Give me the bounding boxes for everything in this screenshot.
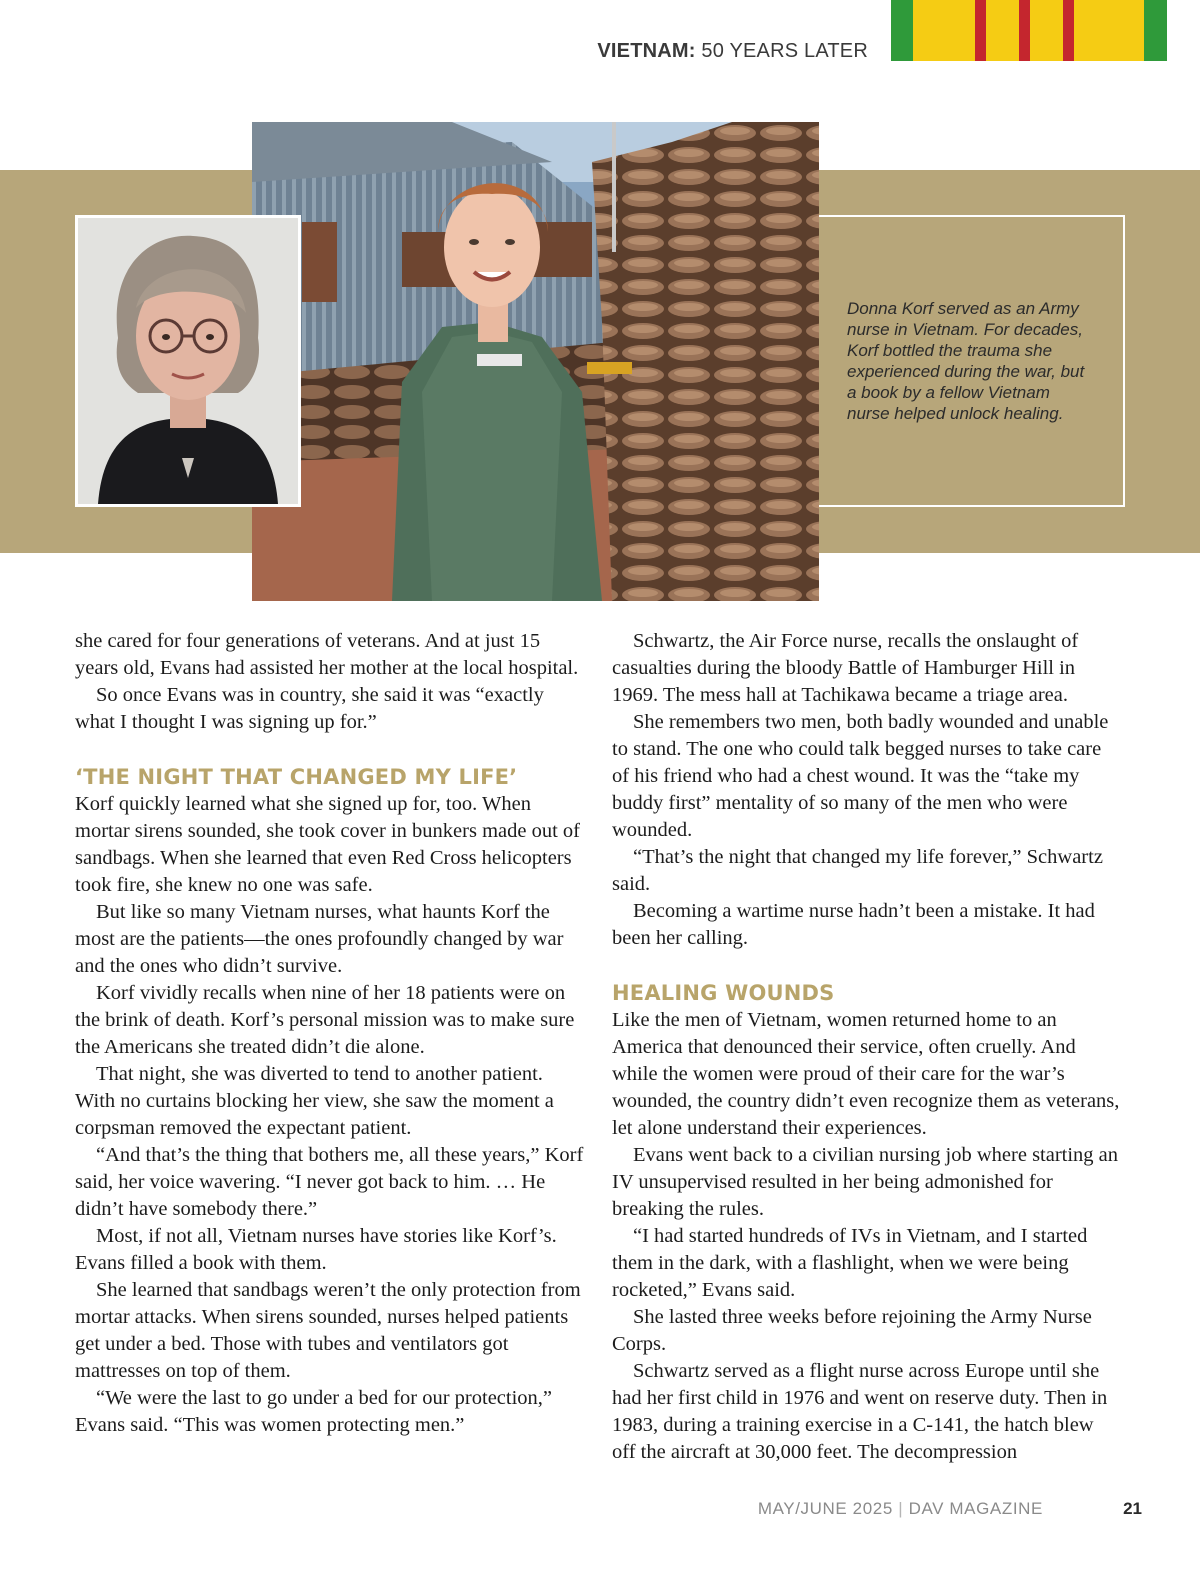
footer-magazine: DAV MAGAZINE: [908, 1499, 1043, 1518]
body-paragraph: Evans went back to a civilian nursing job where starting an IV unsupervised resulted in her being admonished for breaking the rules.: [612, 1144, 1119, 1220]
left-column: [75, 628, 585, 1439]
body-paragraph: She learned that sandbags weren’t the only protection from mortar attacks. When sirens sounded, nurses helped patients get under a bed. Those with tubes and ventilators got mattresses on top of them.: [75, 1279, 581, 1382]
footer-separator: |: [898, 1499, 904, 1518]
body-paragraph: “And that’s the thing that bothers me, all these years,” Korf said, her voice wavering. “I never got back to him. … He didn’t have somebody there.”: [75, 1144, 584, 1220]
body-paragraph: That night, she was diverted to tend to another patient. With no curtains blocking her view, she saw the moment a corpsman removed the expectant patient.: [75, 1063, 554, 1139]
body-paragraph: So once Evans was in country, she said it was “exactly what I thought I was signing up for.”: [75, 684, 544, 733]
section-header-rest: 50 YEARS LATER: [695, 40, 868, 62]
body-paragraph: Schwartz served as a flight nurse across Europe until she had her first child in 1976 and went on reserve duty. Then in 1983, during a training exercise in a C-141, the hatch blew off the aircraft at 30,000 feet. The decompression: [612, 1360, 1108, 1463]
body-paragraph: She lasted three weeks before rejoining the Army Nurse Corps.: [612, 1306, 1092, 1355]
photo-caption: Donna Korf served as an Army nurse in Vietnam. For decades, Korf bottled the trauma she experienced during the war, but a book by a fellow Vietnam nurse helped unlock healing.: [847, 299, 1085, 423]
section-heading: ‘THE NIGHT THAT CHANGED MY LIFE’: [75, 765, 518, 789]
section-header: [597, 40, 868, 63]
body-paragraph: Becoming a wartime nurse hadn’t been a mistake. It had been her calling.: [612, 900, 1095, 949]
footer-issue: MAY/JUNE 2025: [757, 1499, 893, 1518]
page-number: 21: [1123, 1499, 1142, 1518]
body-paragraph: “I had started hundreds of IVs in Vietnam, and I started them in the dark, with a flashlight, when we were being rocketed,” Evans said.: [612, 1225, 1088, 1301]
body-paragraph: She remembers two men, both badly wounded and unable to stand. The one who could talk begged nurses to take care of his friend who had a chest wound. It was the “take my buddy first” mentality of so many of the men who were wounded.: [612, 711, 1109, 841]
body-paragraph: Most, if not all, Vietnam nurses have stories like Korf’s. Evans filled a book with them.: [75, 1225, 557, 1274]
body-paragraph: Like the men of Vietnam, women returned home to an America that denounced their service, often cruelly. And while the women were proud of their care for the war’s wounded, the country didn’t even recognize them as veterans, let alone understand their experiences.: [612, 1009, 1120, 1139]
section-heading: HEALING WOUNDS: [612, 981, 835, 1005]
body-paragraph: Schwartz, the Air Force nurse, recalls the onslaught of casualties during the bloody Battle of Hamburger Hill in 1969. The mess hall at Tachikawa became a triage area.: [612, 630, 1079, 706]
footer-issue-magazine: [758, 1499, 1043, 1519]
body-paragraph: “That’s the night that changed my life forever,” Schwartz said.: [612, 846, 1103, 895]
main-photo: [252, 122, 819, 601]
inset-portrait-photo: [75, 215, 301, 507]
vietnam-service-ribbon: [891, 0, 1167, 61]
body-paragraph: But like so many Vietnam nurses, what haunts Korf the most are the patients—the ones profoundly changed by war and the ones who didn’t survive.: [75, 901, 564, 977]
section-header-bold: VIETNAM:: [597, 40, 696, 62]
body-paragraph: she cared for four generations of veterans. And at just 15 years old, Evans had assisted her mother at the local hospital.: [75, 630, 579, 679]
body-paragraph: “We were the last to go under a bed for our protection,” Evans said. “This was women protecting men.”: [75, 1387, 553, 1436]
right-column: [612, 628, 1122, 1466]
body-paragraph: Korf vividly recalls when nine of her 18 patients were on the brink of death. Korf’s personal mission was to make sure the Americans she treated didn’t die alone.: [75, 982, 575, 1058]
body-paragraph: Korf quickly learned what she signed up for, too. When mortar sirens sounded, she took cover in bunkers made out of sandbags. When she learned that even Red Cross helicopters took fire, she knew no one was safe.: [75, 793, 580, 896]
